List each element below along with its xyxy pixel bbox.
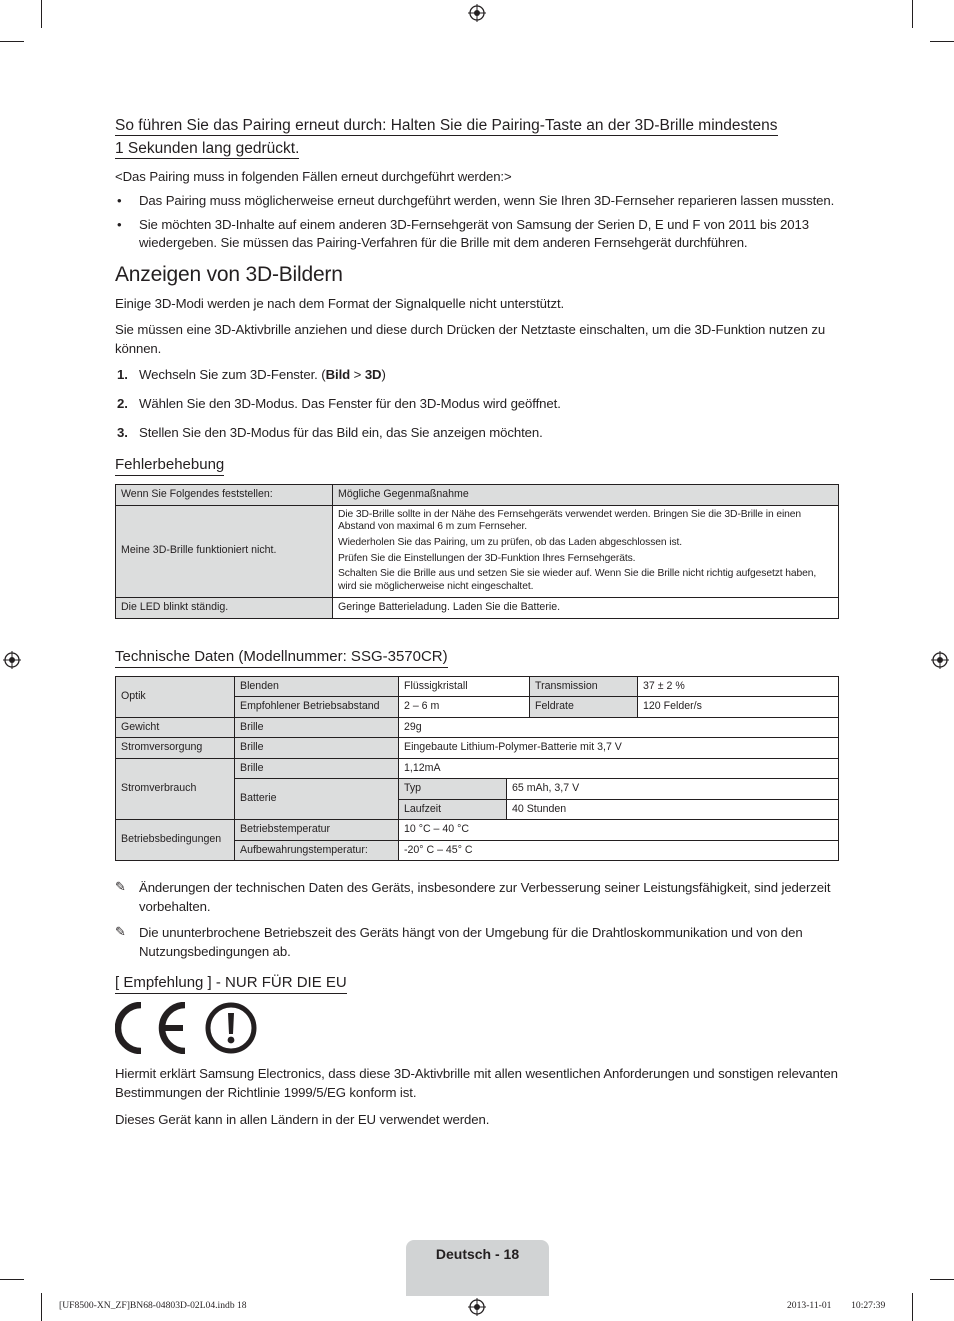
- spec-value: 65 mAh, 3,7 V: [507, 779, 839, 800]
- pairing-heading: [115, 114, 789, 160]
- specs-title: Technische Daten (Modellnummer: SSG-3570CR): [115, 647, 448, 668]
- step-text: Wechseln Sie zum 3D-Fenster. (: [139, 366, 326, 382]
- table-header-cell: Mögliche Gegenmaßnahme: [333, 484, 839, 505]
- list-item: [115, 365, 839, 384]
- crop-mark: [930, 1279, 954, 1280]
- specs-table: [115, 676, 839, 862]
- crop-mark: [0, 41, 24, 42]
- menu-path-3d: 3D: [364, 366, 382, 382]
- section-title-3d-viewing: Anzeigen von 3D-Bildern: [115, 262, 343, 286]
- table-cell-solution: Geringe Batterieladung. Laden Sie die Batterie.: [333, 597, 839, 618]
- troubleshooting-table: [115, 484, 839, 619]
- pairing-intro: <Das Pairing muss in folgenden Fällen erneut durchgeführt werden:>: [115, 169, 512, 184]
- spec-label-brille: Brille: [235, 738, 399, 759]
- viewing-steps: [115, 365, 839, 442]
- spec-value: 40 Stunden: [507, 799, 839, 820]
- spec-label-abstand: Empfohlener Betriebsabstand: [235, 697, 399, 718]
- viewing-para-1: Einige 3D-Modi werden je nach dem Format der Signalquelle nicht unterstützt.: [115, 295, 565, 311]
- spec-label-stromversorgung: Stromversorgung: [116, 738, 235, 759]
- spec-label-stromverbrauch: Stromverbrauch: [116, 758, 235, 820]
- spec-value: 29g: [399, 717, 839, 738]
- spec-value: 1,12mA: [399, 758, 839, 779]
- crop-mark: [912, 0, 913, 28]
- note-text: Änderungen der technischen Daten des Geräts, insbesondere zur Verbesserung seiner Leistungsfähigkeit, sind jederzeit vorbehalten.: [139, 880, 831, 915]
- eu-title: [ Empfehlung ] - NUR FÜR DIE EU: [115, 973, 347, 994]
- spec-value: 120 Felder/s: [638, 697, 839, 718]
- spec-label-aufbewahrung: Aufbewahrungstemperatur:: [235, 840, 399, 861]
- registration-mark-icon: [3, 651, 21, 669]
- ce-alert-logo: [115, 1002, 839, 1054]
- step-number: 3.: [117, 424, 128, 440]
- spec-label-feldrate: Feldrate: [530, 697, 638, 718]
- spec-label-transmission: Transmission: [530, 676, 638, 697]
- spec-label-blenden: Blenden: [235, 676, 399, 697]
- note: [115, 878, 839, 916]
- menu-separator: >: [350, 366, 365, 382]
- viewing-para-2: Sie müssen eine 3D-Aktivbrille anziehen und diese durch Drücken der Netztaste einschalten, um die 3D-Funktion nutzen zu können.: [115, 321, 826, 356]
- table-header-cell: Wenn Sie Folgendes feststellen:: [116, 484, 333, 505]
- spec-label-optik: Optik: [116, 676, 235, 717]
- pairing-heading-text: So führen Sie das Pairing erneut durch: Halten Sie die Pairing-Taste an der 3D-Brille mindestens 1 Sekunden lang gedrückt.: [115, 117, 778, 157]
- solution-line: Die 3D-Brille sollte in der Nähe des Fernsehgeräts verwendet werden. Bringen Sie die 3D-Brille in einen Abstand von maximal 6 m zum Fernseher.: [338, 508, 802, 533]
- spec-label-betriebsbedingungen: Betriebsbedingungen: [116, 820, 235, 861]
- spec-label-batterie: Batterie: [235, 779, 399, 820]
- spec-value: 2 – 6 m: [399, 697, 530, 718]
- solution-line: Schalten Sie die Brille aus und setzen Sie sie wieder auf. Wenn Sie die Brille nicht richtig aufgesetzt haben, wird sie möglicherweise nicht eingeschaltet.: [338, 568, 817, 593]
- list-item: [115, 394, 839, 413]
- page-content: [115, 114, 839, 1129]
- step-number: 2.: [117, 395, 128, 411]
- spec-label-betriebstemp: Betriebstemperatur: [235, 820, 399, 841]
- solution-line: Wiederholen Sie das Pairing, um zu prüfen, ob das Laden abgeschlossen ist.: [338, 536, 683, 548]
- table-cell-problem: Die LED blinkt ständig.: [116, 597, 333, 618]
- list-item: • Das Pairing muss möglicherweise erneut durchgeführt werden, wenn Sie Ihren 3D-Fernseher reparieren lassen mussten.: [115, 192, 839, 211]
- solution-line: Prüfen Sie die Einstellungen der 3D-Funktion Ihres Fernsehgeräts.: [338, 552, 636, 564]
- spec-label-brille: Brille: [235, 758, 399, 779]
- step-number: 1.: [117, 366, 128, 382]
- note-text: Die ununterbrochene Betriebszeit des Geräts hängt von der Umgebung für die Drahtloskommunikation und von den Nutzungsbedingungen ab.: [139, 925, 803, 960]
- spec-value: 10 °C – 40 °C: [399, 820, 839, 841]
- step-text-end: ): [381, 366, 386, 382]
- note-pencil-icon: ✎: [115, 925, 126, 941]
- table-cell-solution: [333, 505, 839, 597]
- menu-path-bild: Bild: [325, 366, 351, 382]
- crop-mark: [930, 41, 954, 42]
- troubleshooting-title: Fehlerbehebung: [115, 455, 224, 476]
- list-item: [115, 423, 839, 442]
- registration-mark-icon: [468, 4, 486, 22]
- ce-mark-icon: [115, 1002, 260, 1054]
- spec-label-gewicht: Gewicht: [116, 717, 235, 738]
- spec-value: -20° C – 45° C: [399, 840, 839, 861]
- eu-para-2: Dieses Gerät kann in allen Ländern in der EU verwendet werden.: [115, 1112, 490, 1128]
- spec-label-brille: Brille: [235, 717, 399, 738]
- registration-mark-icon: [468, 1298, 486, 1316]
- crop-mark: [0, 1279, 24, 1280]
- page-number: Deutsch - 18: [435, 1246, 520, 1262]
- step-text: Stellen Sie den 3D-Modus für das Bild ein, das Sie anzeigen möchten.: [139, 424, 543, 440]
- page-number-tab: [406, 1240, 549, 1296]
- spec-label-typ: Typ: [399, 779, 507, 800]
- eu-para-1: Hiermit erklärt Samsung Electronics, dass diese 3D-Aktivbrille mit allen wesentlichen Anforderungen und sonstigen relevanten Bestimmungen der Richtlinie 1999/5/EG konform ist.: [115, 1066, 838, 1101]
- note-pencil-icon: ✎: [115, 880, 126, 896]
- print-slug-right: 2013-11-01 ￿￿ 10:27:39: [787, 1300, 886, 1311]
- crop-mark: [912, 1293, 913, 1321]
- note: [115, 923, 839, 961]
- print-slug-left: [UF8500-XN_ZF]BN68-04803D-02L04.indb 18: [59, 1300, 247, 1311]
- table-cell-problem: Meine 3D-Brille funktioniert nicht.: [116, 505, 333, 597]
- spec-label-laufzeit: Laufzeit: [399, 799, 507, 820]
- step-text: Wählen Sie den 3D-Modus. Das Fenster für den 3D-Modus wird geöffnet.: [139, 395, 561, 411]
- spec-value: Flüssigkristall: [399, 676, 530, 697]
- spec-value: Eingebaute Lithium-Polymer-Batterie mit 3,7 V: [399, 738, 839, 759]
- registration-mark-icon: [931, 651, 949, 669]
- pairing-bullet-list: [115, 192, 839, 253]
- spec-value: 37 ± 2 %: [638, 676, 839, 697]
- crop-mark: [41, 1293, 42, 1321]
- crop-mark: [41, 0, 42, 28]
- list-item: • Sie möchten 3D-Inhalte auf einem anderen 3D-Fernsehgerät von Samsung der Serien D, E und F von 2011 bis 2013 wiedergeben. Sie müssen das Pairing-Verfahren für die Brille mit dem anderen Fernsehgerät durchführen.: [115, 216, 839, 253]
